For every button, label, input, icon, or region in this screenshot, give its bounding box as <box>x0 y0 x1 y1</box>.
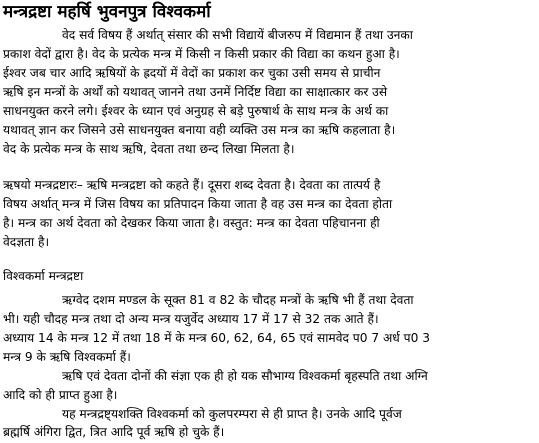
paragraph-4-line-2: आदि को ही प्राप्त हुआ है। <box>3 388 118 402</box>
paragraph-1-line-6: यथावत् ज्ञान कर जिसने उसे साधनयुक्त बनाया वही व्यक्ति उस मन्त्र का ऋषि कहलाता है। <box>3 123 396 137</box>
paragraph-5-line-1: यह मन्त्रद्रष्ट्यशक्ति विश्वकर्मा को कुलपरम्परा से ही प्राप्त है। उनके आदि पूर्वज <box>62 407 402 421</box>
paragraph-3-line-4: मन्त्र 9 के ऋषि विश्वकर्मा हैं। <box>3 350 131 364</box>
paragraph-1-line-3: ईश्वर जब चार आदि ऋषियों के ह्रदयों में वेदों का प्रकाश कर चुका उसी समय से प्राचीन <box>3 66 381 80</box>
paragraph-1-line-5: साधनयुक्त करने लगे। ईश्वर के ध्यान एवं अनुग्रह से बड़े पुरुषार्थ के साथ मन्त्र के अर्थ का <box>3 104 389 118</box>
paragraph-1-line-1: वेद सर्व विषय हैं अर्थात् संसार की सभी विद्यायें बीजरुप में विद्यमान हैं तथा उनका <box>62 28 413 42</box>
paragraph-3-line-2: भी। यही चौदह मन्त्र तथा दो अन्य मन्त्र यजुर्वेद अध्याय 17 में 17 से 32 तक आते हैं। <box>3 312 379 326</box>
paragraph-1-line-4: ऋषि इन मन्त्रों के अर्थों को यथावत् जानने तथा उनमें निर्दिष्ट विद्या का साक्षात्कार कर उसे <box>3 85 388 99</box>
paragraph-4-line-1: ऋषि एवं देवता दोनों की संज्ञा एक ही हो यक सौभाग्य विश्वकर्मा बृहस्पति तथा अग्नि <box>62 369 428 383</box>
page-title: मन्त्रद्रष्टा महर्षि भुवनपुत्र विश्वकर्मा <box>3 2 211 22</box>
paragraph-3-line-3: अध्याय 14 के मन्त्र 12 में तथा 18 में के मन्त्र 60, 62, 64, 65 एवं सामवेद प0 7 अर्ध प0 3 <box>3 331 430 345</box>
paragraph-2-line-4: वेदज्ञता है। <box>3 235 50 249</box>
paragraph-3-line-1: ऋग्वेद दशम मण्डल के सूक्त 81 व 82 के चौदह मन्त्रों के ऋषि भी हैं तथा देवता <box>62 293 414 307</box>
paragraph-2-line-1: ऋषयो मन्त्रद्रष्टारः– ऋषि मन्त्रद्रष्टा को कहते हैं। दूसरा शब्द देवता है। देवता का तात्पर्य है <box>3 178 381 192</box>
paragraph-1-line-7: वेद के प्रत्येक मन्त्र के साथ ऋषि, देवता तथा छन्द लिखा मिलता है। <box>3 142 295 156</box>
paragraph-2-line-2: विषय अर्थात् मन्त्र में जिस विषय का प्रतिपादन किया जाता है वह उस मन्त्र का देवता होता <box>3 197 393 211</box>
section-heading: विश्वकर्मा मन्त्रद्रष्टा <box>3 269 84 283</box>
paragraph-1-line-2: प्रकाश वेदों द्वारा है। वेद के प्रत्येक मन्त्र में किसी न किसी प्रकार की विद्या का कथन हुआ है। <box>3 47 400 61</box>
paragraph-5-line-2: ब्रह्मर्षि अंगिरा द्वित, त्रित आदि पूर्व ऋषि हो चुके हैं। <box>3 425 225 439</box>
paragraph-2-line-3: है। मन्त्र का अर्थ देवता को देखकर किया जाता है। वस्तुत: मन्त्र का देवता पहिचानना ही <box>3 216 380 230</box>
